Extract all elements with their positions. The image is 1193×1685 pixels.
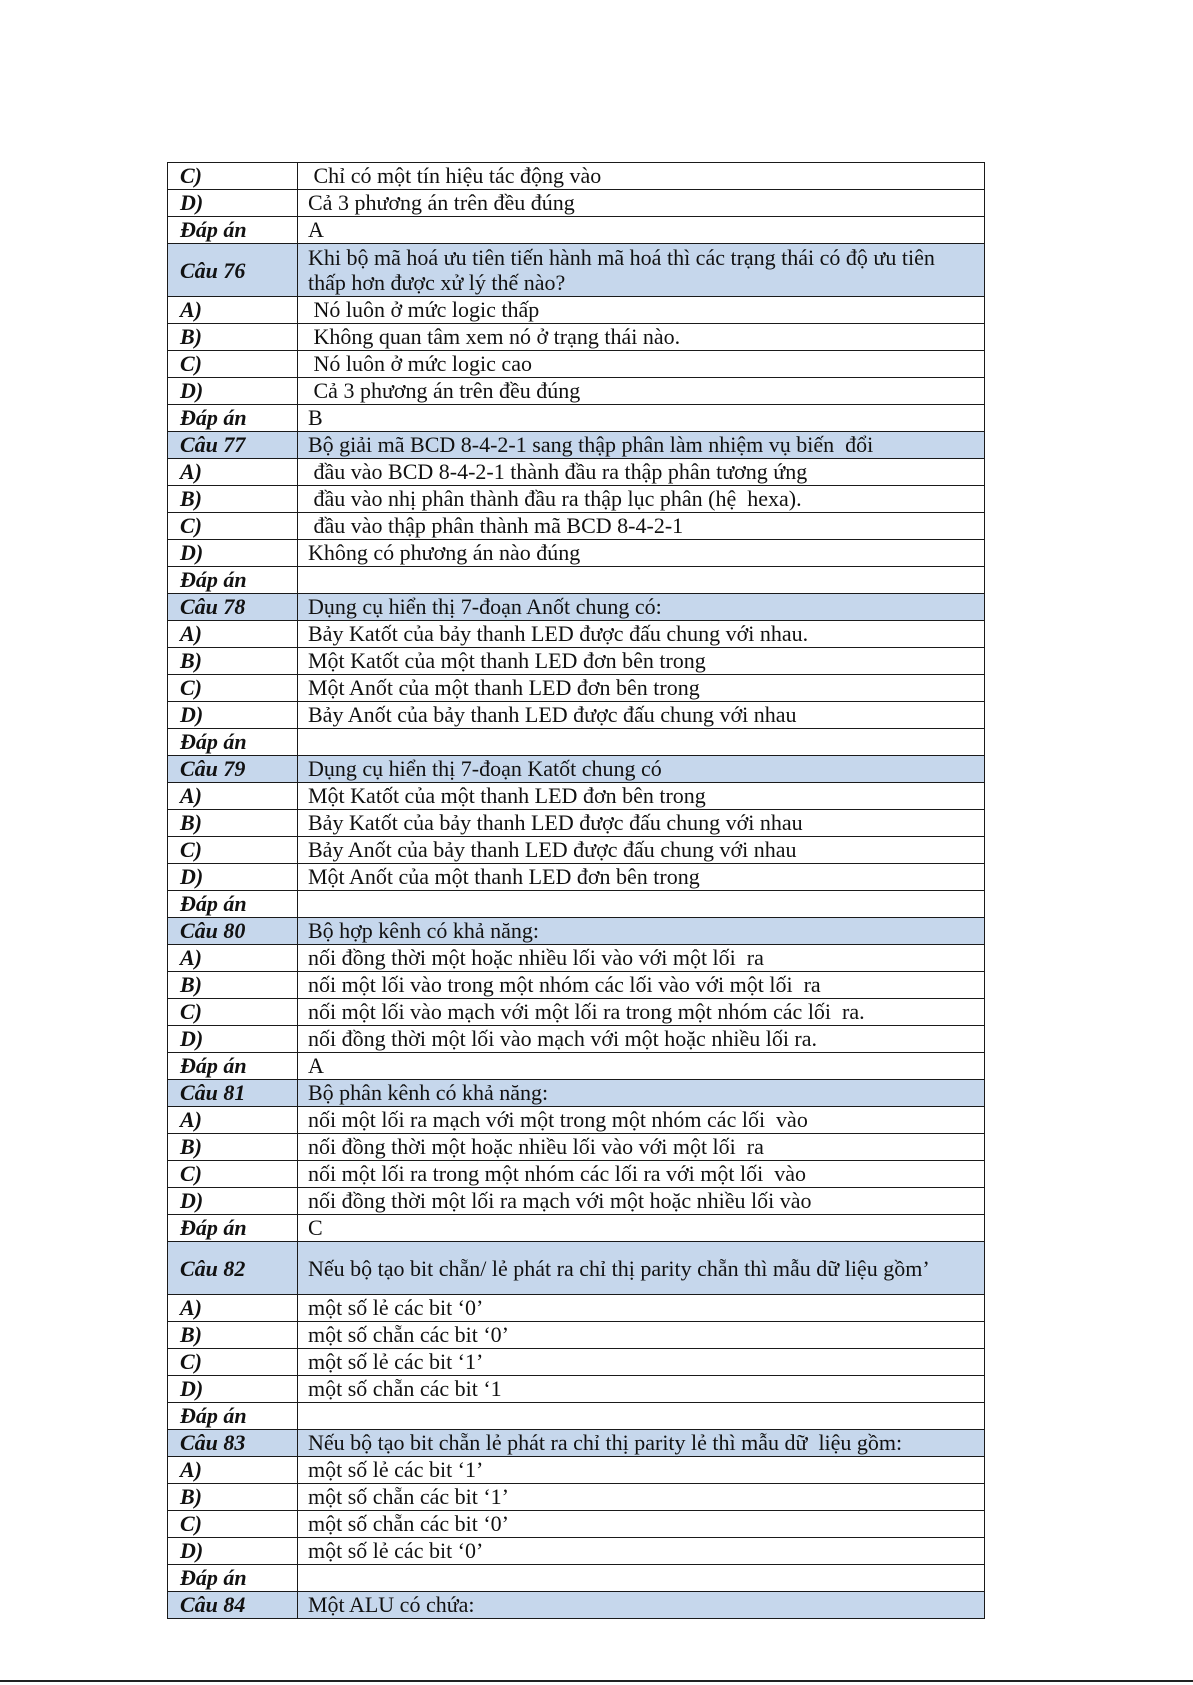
option-row xyxy=(168,1134,985,1161)
option-text: nối đồng thời một hoặc nhiều lối vào với một lối ra xyxy=(298,945,985,972)
option-text: một số chẵn các bit ‘1’ xyxy=(298,1484,985,1511)
option-label: C) xyxy=(168,675,298,702)
option-row xyxy=(168,864,985,891)
option-row xyxy=(168,1107,985,1134)
question-row xyxy=(168,432,985,459)
answer-value xyxy=(298,567,985,594)
option-row xyxy=(168,702,985,729)
option-label: B) xyxy=(168,1484,298,1511)
option-row xyxy=(168,972,985,999)
option-text: Bảy Anốt của bảy thanh LED được đấu chung với nhau xyxy=(298,702,985,729)
option-row xyxy=(168,190,985,217)
option-row xyxy=(168,1026,985,1053)
option-text: nối một lối vào trong một nhóm các lối vào với một lối ra xyxy=(298,972,985,999)
option-label: A) xyxy=(168,621,298,648)
option-label: D) xyxy=(168,702,298,729)
option-row xyxy=(168,324,985,351)
option-text: Cả 3 phương án trên đều đúng xyxy=(298,190,985,217)
option-row xyxy=(168,540,985,567)
option-text: Một Katốt của một thanh LED đơn bên trong xyxy=(298,648,985,675)
option-text: một số chẵn các bit ‘1 xyxy=(298,1376,985,1403)
option-text: một số lẻ các bit ‘0’ xyxy=(298,1538,985,1565)
question-number: Câu 81 xyxy=(168,1080,298,1107)
answer-label: Đáp án xyxy=(168,729,298,756)
answer-row xyxy=(168,567,985,594)
question-text: Dụng cụ hiển thị 7-đoạn Katốt chung có xyxy=(298,756,985,783)
option-label: A) xyxy=(168,945,298,972)
option-label: A) xyxy=(168,783,298,810)
question-text: Khi bộ mã hoá ưu tiên tiến hành mã hoá thì các trạng thái có độ ưu tiên thấp hơn được xử lý thế nào? xyxy=(298,244,985,297)
page-bottom-rule xyxy=(0,1680,1193,1682)
option-label: D) xyxy=(168,1188,298,1215)
answer-label: Đáp án xyxy=(168,1565,298,1592)
question-table-body xyxy=(168,163,985,1619)
option-row xyxy=(168,1349,985,1376)
answer-label: Đáp án xyxy=(168,891,298,918)
option-label: C) xyxy=(168,351,298,378)
answer-value xyxy=(298,1403,985,1430)
question-text: Dụng cụ hiển thị 7-đoạn Anốt chung có: xyxy=(298,594,985,621)
option-text: đầu vào nhị phân thành đầu ra thập lục phân (hệ hexa). xyxy=(298,486,985,513)
option-label: B) xyxy=(168,1134,298,1161)
option-row xyxy=(168,351,985,378)
option-row xyxy=(168,1511,985,1538)
answer-value xyxy=(298,891,985,918)
answer-row xyxy=(168,891,985,918)
option-text: một số lẻ các bit ‘1’ xyxy=(298,1349,985,1376)
question-row xyxy=(168,594,985,621)
option-text: Không quan tâm xem nó ở trạng thái nào. xyxy=(298,324,985,351)
option-text: Bảy Katốt của bảy thanh LED được đấu chung với nhau. xyxy=(298,621,985,648)
option-label: C) xyxy=(168,163,298,190)
question-row xyxy=(168,244,985,297)
option-row xyxy=(168,459,985,486)
option-row xyxy=(168,1484,985,1511)
question-number: Câu 83 xyxy=(168,1430,298,1457)
option-label: A) xyxy=(168,1295,298,1322)
option-row xyxy=(168,163,985,190)
question-text: Một ALU có chứa: xyxy=(298,1592,985,1619)
option-text: một số chẵn các bit ‘0’ xyxy=(298,1511,985,1538)
answer-value xyxy=(298,1565,985,1592)
option-row xyxy=(168,1161,985,1188)
option-label: A) xyxy=(168,1457,298,1484)
option-text: nối đồng thời một lối vào mạch với một hoặc nhiều lối ra. xyxy=(298,1026,985,1053)
answer-value xyxy=(298,729,985,756)
option-row xyxy=(168,1457,985,1484)
option-label: C) xyxy=(168,837,298,864)
option-text: nối đồng thời một hoặc nhiều lối vào với một lối ra xyxy=(298,1134,985,1161)
option-label: D) xyxy=(168,864,298,891)
option-label: C) xyxy=(168,513,298,540)
answer-row xyxy=(168,405,985,432)
question-row xyxy=(168,756,985,783)
option-row xyxy=(168,1322,985,1349)
question-row xyxy=(168,1080,985,1107)
option-row xyxy=(168,945,985,972)
option-label: C) xyxy=(168,1161,298,1188)
answer-row xyxy=(168,217,985,244)
option-label: D) xyxy=(168,1538,298,1565)
answer-row xyxy=(168,1403,985,1430)
option-label: B) xyxy=(168,648,298,675)
option-row xyxy=(168,810,985,837)
option-text: một số chẵn các bit ‘0’ xyxy=(298,1322,985,1349)
option-label: B) xyxy=(168,972,298,999)
question-text: Bộ hợp kênh có khả năng: xyxy=(298,918,985,945)
option-label: B) xyxy=(168,486,298,513)
option-row xyxy=(168,1295,985,1322)
question-number: Câu 82 xyxy=(168,1242,298,1295)
answer-label: Đáp án xyxy=(168,217,298,244)
answer-label: Đáp án xyxy=(168,1215,298,1242)
question-text: Bộ giải mã BCD 8-4-2-1 sang thập phân làm nhiệm vụ biến đổi xyxy=(298,432,985,459)
option-label: C) xyxy=(168,1349,298,1376)
answer-value: B xyxy=(298,405,985,432)
option-row xyxy=(168,783,985,810)
answer-row xyxy=(168,1565,985,1592)
option-text: Một Anốt của một thanh LED đơn bên trong xyxy=(298,675,985,702)
option-text: nối một lối ra mạch với một trong một nhóm các lối vào xyxy=(298,1107,985,1134)
question-number: Câu 79 xyxy=(168,756,298,783)
option-row xyxy=(168,648,985,675)
option-text: Bảy Katốt của bảy thanh LED được đấu chung với nhau xyxy=(298,810,985,837)
option-text: một số lẻ các bit ‘1’ xyxy=(298,1457,985,1484)
option-label: A) xyxy=(168,297,298,324)
option-text: nối một lối ra trong một nhóm các lối ra với một lối vào xyxy=(298,1161,985,1188)
option-row xyxy=(168,297,985,324)
answer-value: C xyxy=(298,1215,985,1242)
option-text: Nó luôn ở mức logic thấp xyxy=(298,297,985,324)
answer-label: Đáp án xyxy=(168,567,298,594)
option-label: D) xyxy=(168,1376,298,1403)
option-text: một số lẻ các bit ‘0’ xyxy=(298,1295,985,1322)
question-row xyxy=(168,1430,985,1457)
option-text: Không có phương án nào đúng xyxy=(298,540,985,567)
answer-label: Đáp án xyxy=(168,405,298,432)
option-label: D) xyxy=(168,378,298,405)
option-text: Bảy Anốt của bảy thanh LED được đấu chung với nhau xyxy=(298,837,985,864)
option-label: D) xyxy=(168,190,298,217)
option-label: B) xyxy=(168,810,298,837)
option-text: Một Katốt của một thanh LED đơn bên trong xyxy=(298,783,985,810)
option-row xyxy=(168,1188,985,1215)
option-label: D) xyxy=(168,540,298,567)
option-row xyxy=(168,675,985,702)
answer-row xyxy=(168,1053,985,1080)
option-row xyxy=(168,1538,985,1565)
question-row xyxy=(168,1592,985,1619)
option-label: A) xyxy=(168,1107,298,1134)
answer-row xyxy=(168,1215,985,1242)
question-text: Nếu bộ tạo bit chẵn lẻ phát ra chỉ thị parity lẻ thì mẫu dữ liệu gồm: xyxy=(298,1430,985,1457)
option-label: A) xyxy=(168,459,298,486)
question-table xyxy=(167,162,985,1619)
option-row xyxy=(168,378,985,405)
question-row xyxy=(168,918,985,945)
option-text: nối một lối vào mạch với một lối ra trong một nhóm các lối ra. xyxy=(298,999,985,1026)
question-text: Bộ phân kênh có khả năng: xyxy=(298,1080,985,1107)
option-text: Nó luôn ở mức logic cao xyxy=(298,351,985,378)
option-text: đầu vào thập phân thành mã BCD 8-4-2-1 xyxy=(298,513,985,540)
option-text: Cả 3 phương án trên đều đúng xyxy=(298,378,985,405)
option-text: Một Anốt của một thanh LED đơn bên trong xyxy=(298,864,985,891)
option-row xyxy=(168,513,985,540)
answer-row xyxy=(168,729,985,756)
question-number: Câu 77 xyxy=(168,432,298,459)
option-label: B) xyxy=(168,324,298,351)
question-number: Câu 84 xyxy=(168,1592,298,1619)
answer-label: Đáp án xyxy=(168,1053,298,1080)
option-text: nối đồng thời một lối ra mạch với một hoặc nhiều lối vào xyxy=(298,1188,985,1215)
question-text: Nếu bộ tạo bit chẵn/ lẻ phát ra chỉ thị parity chẵn thì mẫu dữ liệu gồm’ xyxy=(298,1242,985,1295)
option-label: B) xyxy=(168,1322,298,1349)
option-text: Chỉ có một tín hiệu tác động vào xyxy=(298,163,985,190)
option-row xyxy=(168,999,985,1026)
answer-label: Đáp án xyxy=(168,1403,298,1430)
answer-value: A xyxy=(298,217,985,244)
option-label: D) xyxy=(168,1026,298,1053)
option-label: C) xyxy=(168,1511,298,1538)
question-number: Câu 80 xyxy=(168,918,298,945)
option-row xyxy=(168,486,985,513)
option-row xyxy=(168,1376,985,1403)
option-label: C) xyxy=(168,999,298,1026)
question-number: Câu 76 xyxy=(168,244,298,297)
option-text: đầu vào BCD 8-4-2-1 thành đầu ra thập phân tương ứng xyxy=(298,459,985,486)
question-row xyxy=(168,1242,985,1295)
question-number: Câu 78 xyxy=(168,594,298,621)
option-row xyxy=(168,837,985,864)
answer-value: A xyxy=(298,1053,985,1080)
option-row xyxy=(168,621,985,648)
